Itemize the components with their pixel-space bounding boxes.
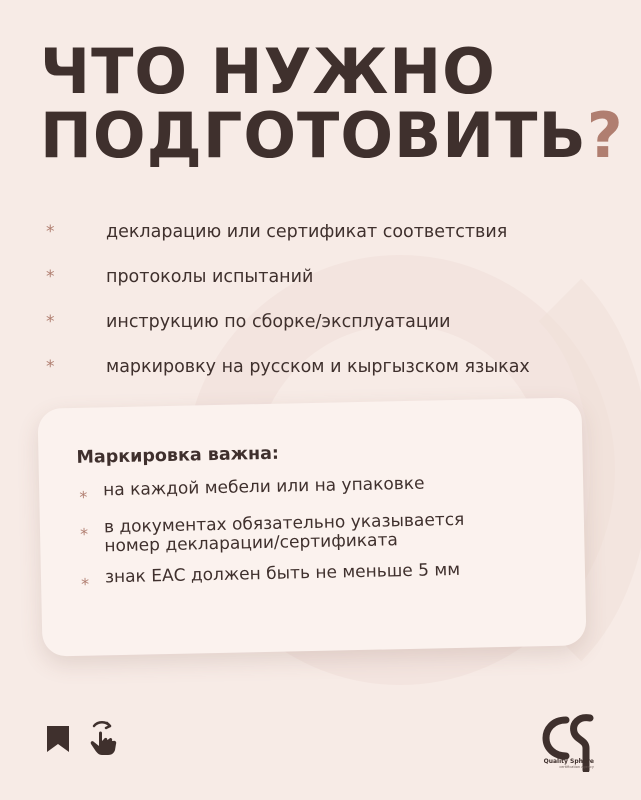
list-item <box>44 210 604 254</box>
page-title <box>40 35 624 172</box>
card-list-item <box>81 559 561 594</box>
asterisk-bullet-icon: * <box>79 487 88 507</box>
card-list-item <box>79 472 559 507</box>
title-line-1: ЧТО НУЖНО <box>40 35 496 108</box>
swipe-hand-icon[interactable] <box>88 720 120 756</box>
asterisk-bullet-icon: * <box>80 574 90 594</box>
list-item <box>44 345 604 389</box>
marking-card <box>37 397 586 656</box>
list-item-text: инструкцию по сборке/эксплуатации <box>106 312 451 332</box>
list-item-text: протоколы испытаний <box>106 267 314 287</box>
bookmark-icon[interactable] <box>44 724 72 754</box>
list-item <box>44 300 604 344</box>
list-item <box>44 255 604 299</box>
list-item-text: маркировку на русском и кыргызском языках <box>106 357 530 377</box>
title-line-2 <box>40 99 624 172</box>
asterisk-bullet-icon: * <box>46 356 55 377</box>
card-list-item <box>80 509 561 557</box>
list-item-text: декларацию или сертификат соответствия <box>106 222 508 242</box>
card-item-text: на каждой мебели или на упаковке <box>102 473 425 501</box>
documents-list <box>44 210 604 390</box>
asterisk-bullet-icon: * <box>46 221 55 242</box>
asterisk-bullet-icon: * <box>46 311 55 332</box>
card-list <box>79 472 561 606</box>
title-line-2-text: ПОДГОТОВИТЬ <box>40 99 587 172</box>
card-item-text: в документах обязательно указывается номер декларации/сертификата <box>103 509 465 557</box>
card-item-text: знак ЕАС должен быть не меньше 5 мм <box>104 559 461 588</box>
logo-text: Quality Sphere <box>543 758 594 765</box>
asterisk-bullet-icon: * <box>79 524 89 544</box>
card-title: Маркировка важна: <box>76 443 280 468</box>
title-question-mark: ? <box>586 99 624 172</box>
asterisk-bullet-icon: * <box>46 266 55 287</box>
logo-subtext: certification agency <box>559 765 594 769</box>
